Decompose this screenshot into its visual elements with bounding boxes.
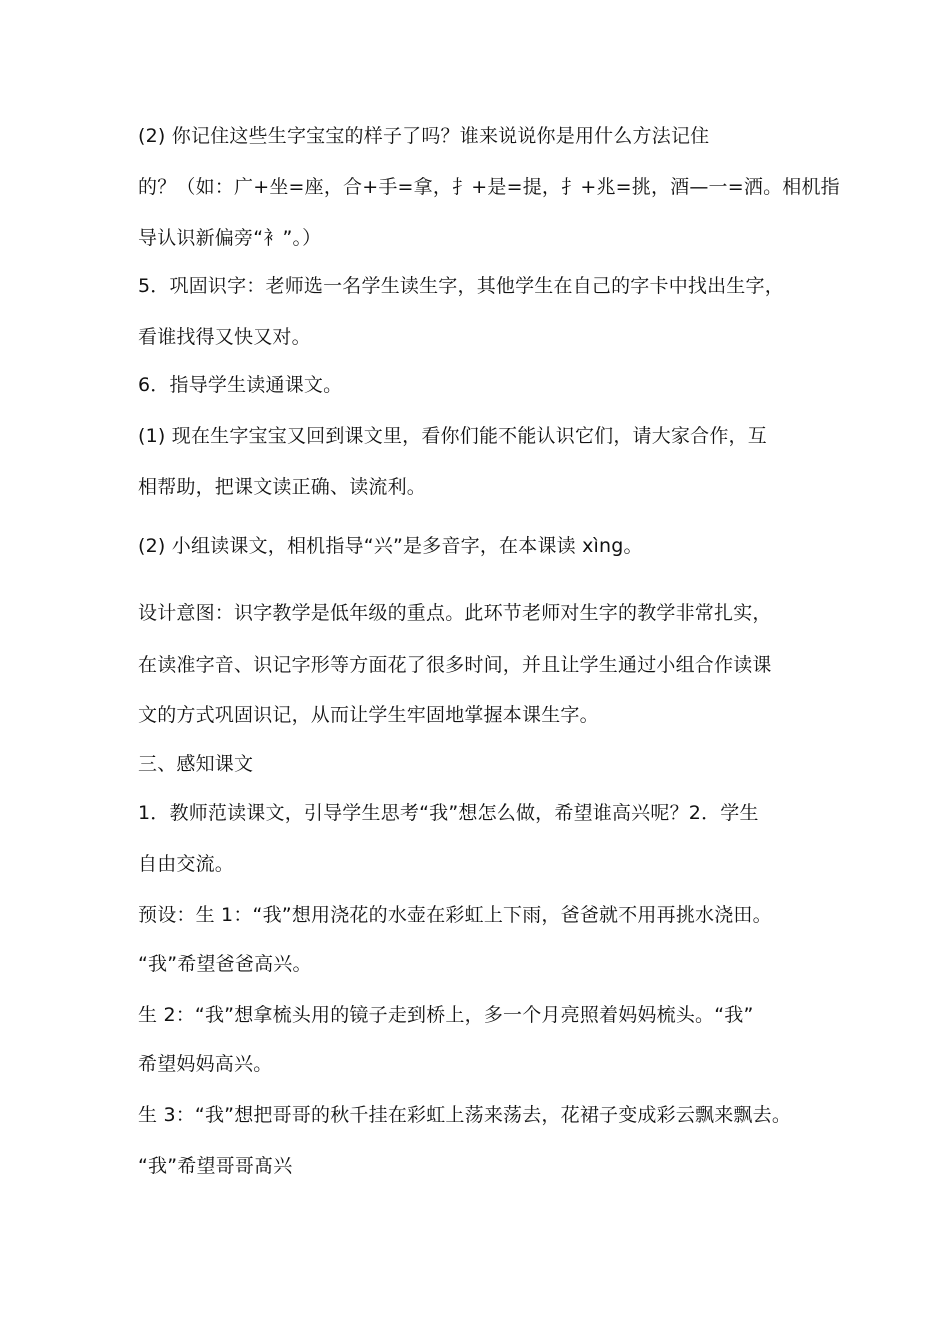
text-line: 生 2：“我”想拿梳头用的镜子走到桥上，多一个月亮照着妈妈梳头。“我” — [138, 1004, 754, 1026]
text-line: “我”希望哥哥髙兴 — [138, 1155, 293, 1177]
text-line: 相帮助，把课文读正确、读流利。 — [138, 476, 427, 498]
text-line: “我”希望爸爸高兴。 — [138, 953, 312, 975]
text-line: (2) 小组读课文，相机指导“兴”是多音字，在本课读 xìng。 — [138, 535, 643, 557]
text-line: 看谁找得又快又对。 — [138, 326, 311, 348]
text-line: 生 3：“我”想把哥哥的秋千挂在彩虹上荡来荡去，花裙子变成彩云飘来飘去。 — [138, 1104, 792, 1126]
text-line: 设计意图：识字教学是低年级的重点。此环节老师对生字的教学非常扎实， — [138, 602, 772, 624]
text-line: 6．指导学生读通课文。 — [138, 374, 343, 396]
text-line: 自由交流。 — [138, 853, 235, 875]
section-heading: 三、感知课文 — [138, 753, 254, 775]
text-line: 5．巩固识字：老师选一名学生读生字，其他学生在自己的字卡中找出生字， — [138, 275, 784, 297]
text-line: (2) 你记住这些生字宝宝的样子了吗？谁来说说你是用什么方法记住 — [138, 125, 710, 147]
text-line: 的？（如：广+坐=座，合+手=拿，扌+是=提，扌+兆=挑，酒—一=洒。相机指 — [138, 176, 840, 198]
text-line: 导认识新偏旁“衤”。） — [138, 227, 322, 249]
text-line: 希望妈妈高兴。 — [138, 1053, 273, 1075]
text-line: 文的方式巩固识记，从而让学生牢固地掌握本课生字。 — [138, 704, 599, 726]
text-line: 1．教师范读课文，引导学生思考“我”想怎么做，希望谁高兴呢？2．学生 — [138, 802, 759, 824]
text-line: 在读准字音、识记字形等方面花了很多时间，并且让学生通过小组合作读课 — [138, 654, 772, 676]
text-line: (1) 现在生字宝宝又回到课文里，看你们能不能认识它们，请大家合作，互 — [138, 425, 767, 447]
text-line: 预设：生 1：“我”想用浇花的水壶在彩虹上下雨，爸爸就不用再挑水浇田。 — [138, 904, 772, 926]
